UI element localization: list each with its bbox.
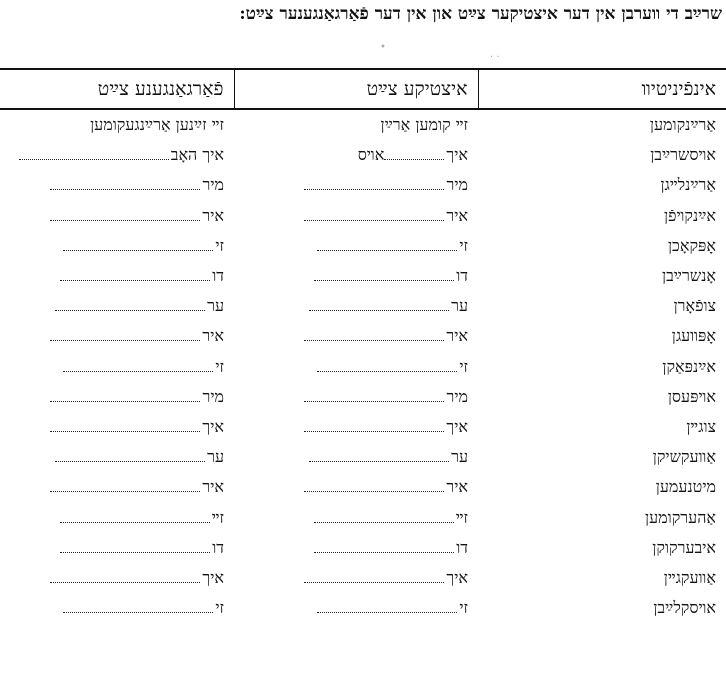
present-pronoun: איך (446, 145, 468, 165)
past-answer-cell[interactable] (0, 382, 234, 412)
scan-speck: · · (490, 52, 500, 63)
table-row (0, 231, 726, 261)
past-blank[interactable] (60, 551, 210, 553)
present-blank[interactable] (384, 158, 444, 160)
infinitive-cell: אָפּװעגן (671, 326, 716, 346)
infinitive-cell: אַװעקשיקן (652, 447, 716, 467)
infinitive-cell: אַרײַנקומען (649, 115, 716, 135)
table-row (0, 170, 726, 200)
table-header-row (0, 69, 726, 109)
present-blank[interactable] (304, 581, 444, 583)
present-answer-cell[interactable] (234, 170, 478, 200)
infinitive-cell: אָפּקאָכן (667, 235, 716, 255)
past-pronoun: ער (207, 296, 224, 316)
present-answer-cell[interactable] (234, 533, 478, 563)
past-blank[interactable] (50, 188, 200, 190)
past-answer-cell[interactable] (0, 321, 234, 351)
present-pronoun: זי (459, 356, 468, 376)
present-blank[interactable] (304, 339, 444, 341)
past-answer-cell[interactable] (0, 109, 234, 140)
present-answer-cell[interactable] (234, 502, 478, 532)
present-answer-cell[interactable] (234, 563, 478, 593)
table-row (0, 201, 726, 231)
past-pronoun: זי (215, 598, 224, 618)
example-present: זײ קומען אַרײַן (380, 115, 468, 135)
header-past: פֿאַרגאַנגענע צײַט (0, 69, 234, 109)
infinitive-cell: אַהערקומען (645, 507, 716, 527)
past-answer-cell[interactable] (0, 231, 234, 261)
past-pronoun: איר (202, 477, 224, 497)
past-answer-cell[interactable] (0, 472, 234, 502)
verb-conjugation-table (0, 68, 726, 623)
past-blank[interactable] (63, 249, 213, 251)
present-pronoun: ער (451, 447, 468, 467)
past-blank[interactable] (60, 279, 210, 281)
present-blank[interactable] (309, 460, 449, 462)
table-row (0, 593, 726, 623)
present-blank[interactable] (304, 219, 444, 221)
present-particle: אױס (357, 145, 385, 165)
past-pronoun: זײ (211, 507, 224, 527)
past-pronoun: ער (207, 447, 224, 467)
present-answer-cell[interactable] (234, 109, 478, 140)
example-past: זײ זײַנען אַרײַנגעקומען (90, 115, 224, 135)
past-pronoun: איר (202, 326, 224, 346)
past-blank[interactable] (19, 158, 169, 160)
scan-speck: • (380, 42, 386, 53)
present-answer-cell[interactable] (234, 201, 478, 231)
present-pronoun: זי (459, 598, 468, 618)
infinitive-cell: אױסשרײַבן (650, 145, 716, 165)
header-infinitive: אינפֿיניטיװ (478, 69, 726, 109)
past-answer-cell[interactable] (0, 412, 234, 442)
table-row (0, 472, 726, 502)
present-pronoun: ער (451, 296, 468, 316)
present-answer-cell[interactable] (234, 321, 478, 351)
present-pronoun: איר (446, 477, 468, 497)
past-answer-cell[interactable] (0, 593, 234, 623)
past-pronoun: דו (212, 266, 224, 286)
past-answer-cell[interactable] (0, 533, 234, 563)
present-blank[interactable] (309, 309, 449, 311)
present-blank[interactable] (314, 551, 454, 553)
past-answer-cell[interactable] (0, 352, 234, 382)
present-blank[interactable] (314, 521, 454, 523)
table-row (0, 412, 726, 442)
infinitive-cell: צוגײן (686, 416, 716, 436)
past-blank[interactable] (55, 460, 205, 462)
present-pronoun: זײ (455, 507, 468, 527)
infinitive-cell: אױסקלײַבן (653, 598, 716, 618)
past-answer-cell[interactable] (0, 201, 234, 231)
past-pronoun: איך (202, 567, 224, 587)
present-pronoun: איך (446, 416, 468, 436)
past-pronoun: זי (215, 235, 224, 255)
present-answer-cell[interactable] (234, 352, 478, 382)
present-pronoun: זי (459, 235, 468, 255)
past-pronoun: מיר (202, 386, 224, 406)
present-pronoun: מיר (446, 175, 468, 195)
past-answer-cell[interactable] (0, 563, 234, 593)
past-blank[interactable] (55, 309, 205, 311)
present-pronoun: איר (446, 326, 468, 346)
exercise-instruction: שרײַב די װערבן אין דער איצטיקער צײַט און אין דער פֿאַרגאַנגענער צײַט: (239, 4, 722, 24)
past-pronoun: מיר (202, 175, 224, 195)
table-row (0, 533, 726, 563)
table-body (0, 109, 726, 623)
infinitive-cell: צופֿאָרן (673, 296, 716, 316)
present-pronoun: דו (456, 537, 468, 557)
table-row (0, 109, 726, 140)
present-blank[interactable] (317, 611, 457, 613)
past-pronoun: איך (202, 416, 224, 436)
present-answer-cell[interactable] (234, 261, 478, 291)
table-row (0, 140, 726, 170)
table-row (0, 352, 726, 382)
present-blank[interactable] (304, 490, 444, 492)
present-blank[interactable] (317, 249, 457, 251)
infinitive-cell: אַרײַנלײגן (660, 175, 716, 195)
past-pronoun: זי (215, 356, 224, 376)
present-answer-cell[interactable] (234, 593, 478, 623)
past-blank[interactable] (50, 581, 200, 583)
infinitive-cell: אײַנקױפֿן (664, 205, 716, 225)
header-present: איצטיקע צײַט (234, 69, 478, 109)
table-row (0, 442, 726, 472)
table-row (0, 321, 726, 351)
table-row (0, 382, 726, 412)
table-row (0, 261, 726, 291)
present-blank[interactable] (314, 279, 454, 281)
table-row (0, 502, 726, 532)
past-pronoun: איר (202, 205, 224, 225)
present-blank[interactable] (317, 370, 457, 372)
infinitive-cell: מיטנעמען (655, 477, 716, 497)
present-pronoun: איך (446, 567, 468, 587)
present-blank[interactable] (304, 400, 444, 402)
present-answer-cell[interactable] (234, 442, 478, 472)
present-answer-cell[interactable] (234, 291, 478, 321)
table-row (0, 291, 726, 321)
present-pronoun: דו (456, 266, 468, 286)
present-answer-cell[interactable] (234, 472, 478, 502)
past-blank[interactable] (50, 339, 200, 341)
present-answer-cell[interactable] (234, 231, 478, 261)
past-pronoun: דו (212, 537, 224, 557)
past-pronoun: איך האָב (170, 145, 224, 165)
present-pronoun: איר (446, 205, 468, 225)
infinitive-cell: אַװעקגײן (663, 567, 716, 587)
infinitive-cell: איבערקוקן (652, 537, 716, 557)
past-answer-cell[interactable] (0, 502, 234, 532)
past-blank[interactable] (50, 490, 200, 492)
infinitive-cell: אױפּעסן (667, 386, 716, 406)
infinitive-cell: אײַנפּאַקן (662, 356, 716, 376)
past-answer-cell[interactable] (0, 170, 234, 200)
present-blank[interactable] (304, 430, 444, 432)
past-blank[interactable] (50, 430, 200, 432)
past-blank[interactable] (50, 219, 200, 221)
present-pronoun: מיר (446, 386, 468, 406)
present-answer-cell[interactable] (234, 382, 478, 412)
past-blank[interactable] (60, 521, 210, 523)
past-answer-cell[interactable] (0, 261, 234, 291)
past-answer-cell[interactable] (0, 442, 234, 472)
present-answer-cell[interactable] (234, 412, 478, 442)
past-answer-cell[interactable] (0, 140, 234, 170)
present-blank[interactable] (304, 188, 444, 190)
table-row (0, 563, 726, 593)
past-answer-cell[interactable] (0, 291, 234, 321)
past-blank[interactable] (50, 400, 200, 402)
past-blank[interactable] (63, 611, 213, 613)
infinitive-cell: אָנשרײַבן (662, 266, 716, 286)
past-blank[interactable] (63, 370, 213, 372)
present-answer-cell[interactable] (234, 140, 478, 170)
